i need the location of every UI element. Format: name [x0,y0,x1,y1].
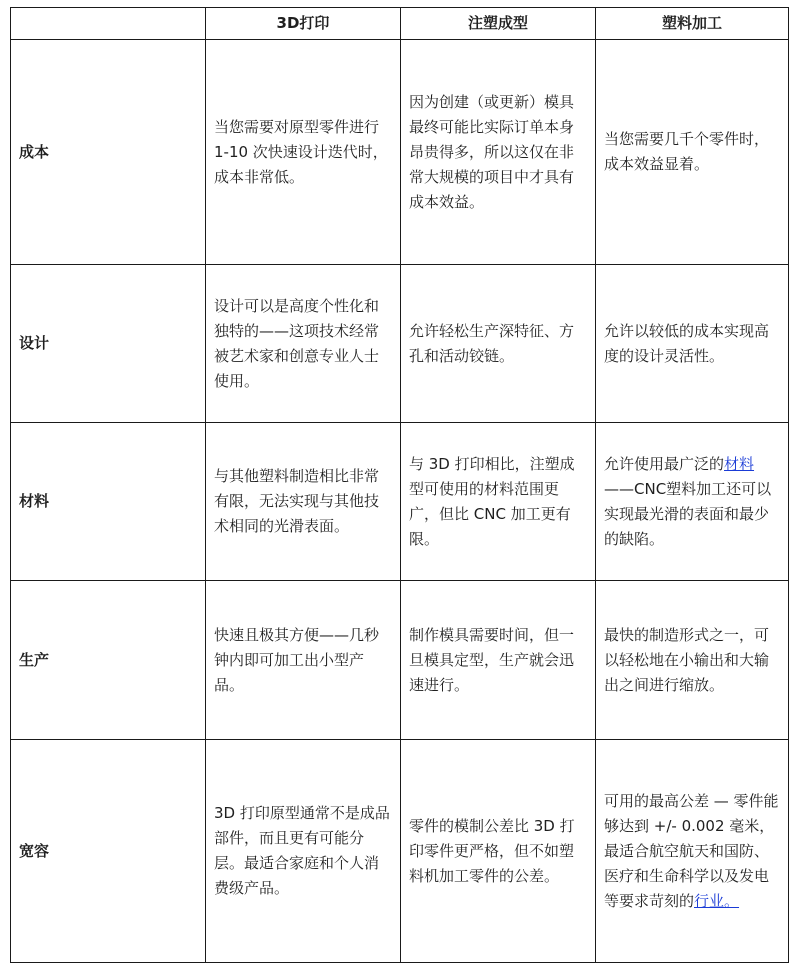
header-cell-injection-molding: 注塑成型 [401,8,596,40]
cell-text-after-link: ——CNC塑料加工还可以实现最光滑的表面和最少的缺陷。 [604,479,772,548]
cell-tolerance-3d-printing: 3D 打印原型通常不是成品部件，而且更有可能分层。最适合家庭和个人消费级产品。 [206,740,401,963]
cell-cost-3d-printing: 当您需要对原型零件进行 1-10 次快速设计迭代时，成本非常低。 [206,40,401,265]
header-cell-3d-printing: 3D打印 [206,8,401,40]
cell-production-plastic-machining: 最快的制造形式之一，可以轻松地在小输出和大输出之间进行缩放。 [596,581,789,740]
table-row-design [11,265,789,423]
cell-tolerance-injection-molding: 零件的模制公差比 3D 打印零件更严格，但不如塑料机加工零件的公差。 [401,740,596,963]
cell-material-plastic-machining [596,423,789,581]
row-label-production: 生产 [11,581,206,740]
cell-cost-injection-molding: 因为创建（或更新）模具最终可能比实际订单本身昂贵得多，所以这仅在非常大规模的项目中才具有成本效益。 [401,40,596,265]
header-row [11,8,789,40]
row-label-design: 设计 [11,265,206,423]
table-row-material [11,423,789,581]
row-label-cost: 成本 [11,40,206,265]
materials-link[interactable]: 材料 [724,454,755,473]
cell-design-plastic-machining: 允许以较低的成本实现高度的设计灵活性。 [596,265,789,423]
cell-material-injection-molding: 与 3D 打印相比，注塑成型可使用的材料范围更广，但比 CNC 加工更有限。 [401,423,596,581]
cell-design-3d-printing: 设计可以是高度个性化和独特的——这项技术经常被艺术家和创意专业人士使用。 [206,265,401,423]
table-row-production [11,581,789,740]
cell-production-injection-molding: 制作模具需要时间，但一旦模具定型，生产就会迅速进行。 [401,581,596,740]
cell-text-before-link: 允许使用最广泛的 [604,454,725,473]
industries-link[interactable]: 行业。 [694,891,740,910]
table-row-tolerance [11,740,789,963]
comparison-table [10,7,789,963]
cell-production-3d-printing: 快速且极其方便——几秒钟内即可加工出小型产品。 [206,581,401,740]
cell-tolerance-plastic-machining [596,740,789,963]
row-label-material: 材料 [11,423,206,581]
cell-material-3d-printing: 与其他塑料制造相比非常有限，无法实现与其他技术相同的光滑表面。 [206,423,401,581]
cell-design-injection-molding: 允许轻松生产深特征、方孔和活动铰链。 [401,265,596,423]
table-row-cost [11,40,789,265]
cell-cost-plastic-machining: 当您需要几千个零件时，成本效益显着。 [596,40,789,265]
header-cell-empty [11,8,206,40]
cell-text-before-link: 可用的最高公差 — 零件能够达到 +/- 0.002 毫米，最适合航空航天和国防、医疗和生命科学以及发电等要求苛刻的 [604,791,779,910]
header-cell-plastic-machining: 塑料加工 [596,8,789,40]
row-label-tolerance: 宽容 [11,740,206,963]
